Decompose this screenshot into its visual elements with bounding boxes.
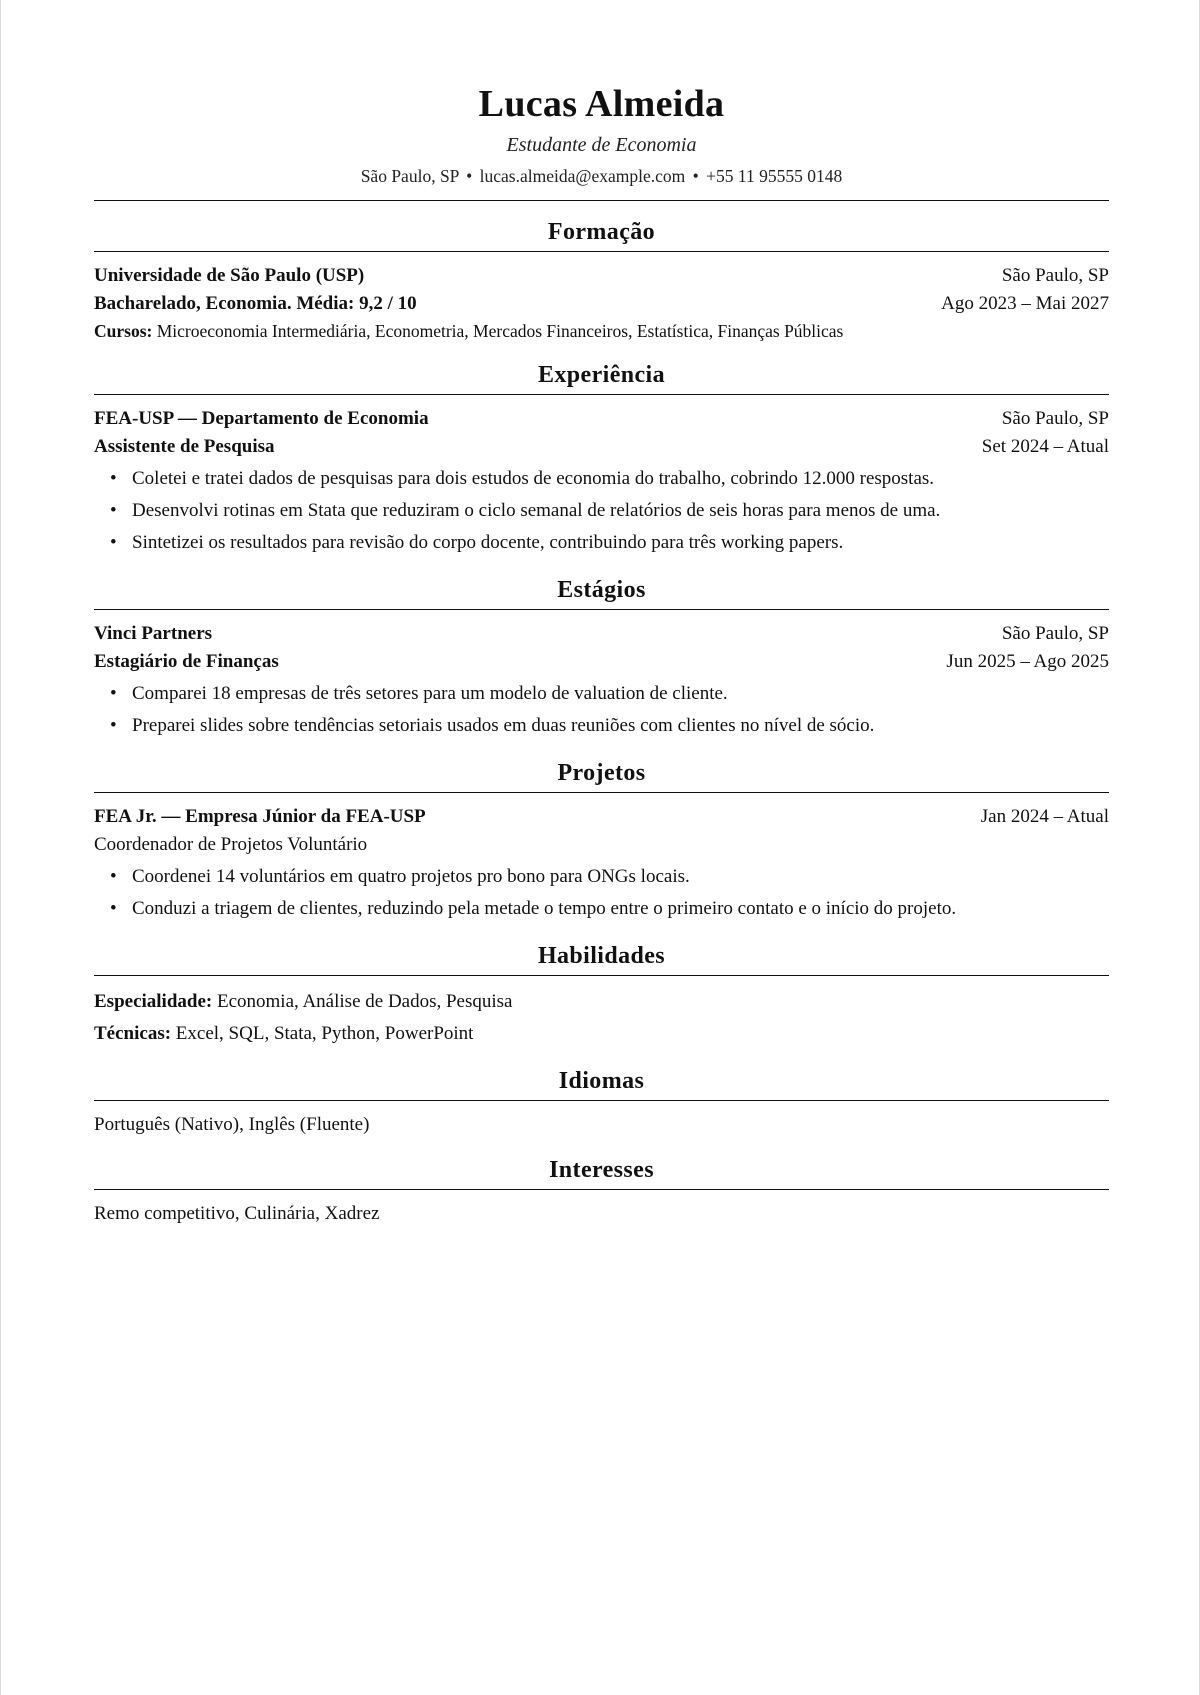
list-item: • Comparei 18 empresas de três setores para um modelo de valuation de cliente.	[110, 678, 1109, 710]
contact-phone: +55 11 95555 0148	[706, 166, 843, 186]
skills-specialty	[94, 986, 1109, 1018]
internship-location: São Paulo, SP	[1001, 623, 1109, 644]
section-title: Experiência	[537, 362, 666, 388]
technical-value: Excel, SQL, Stata, Python, PowerPoint	[175, 1023, 474, 1044]
section-divider	[94, 394, 1109, 395]
interests-text: Remo competitivo, Culinária, Xadrez	[94, 1203, 380, 1224]
contact-line	[94, 162, 1109, 190]
resume-content	[94, 78, 1109, 1228]
section-interests	[94, 1153, 1109, 1228]
list-item: • Desenvolvi rotinas em Stata que reduziram o ciclo semanal de relatórios de seis horas para menos de uma.	[110, 495, 1109, 527]
internship-row-org	[94, 620, 1109, 648]
section-title: Projetos	[557, 760, 646, 786]
education-row-degree	[94, 290, 1109, 318]
section-divider	[94, 1189, 1109, 1190]
internship-row-role	[94, 648, 1109, 676]
section-title: Formação	[547, 219, 656, 245]
section-education	[94, 215, 1109, 344]
experience-bullets	[94, 463, 1109, 559]
experience-row-org	[94, 405, 1109, 433]
contact-email: lucas.almeida@example.com	[479, 166, 686, 186]
courses-list: Microeconomia Intermediária, Econometria, Mercados Financeiros, Estatística, Finanças Públicas	[156, 321, 844, 341]
list-item: • Sintetizei os resultados para revisão do corpo docente, contribuindo para três working papers.	[110, 527, 1109, 559]
header-divider	[94, 200, 1109, 201]
internship-bullets	[94, 678, 1109, 742]
section-title: Habilidades	[537, 943, 666, 969]
experience-role: Assistente de Pesquisa	[94, 436, 275, 457]
internship-role: Estagiário de Finanças	[94, 651, 279, 672]
section-projects	[94, 756, 1109, 925]
languages-text: Português (Nativo), Inglês (Fluente)	[94, 1114, 370, 1135]
section-internships	[94, 573, 1109, 742]
section-divider	[94, 251, 1109, 252]
list-item: • Coletei e tratei dados de pesquisas para dois estudos de economia do trabalho, cobrindo 12.000 respostas.	[110, 463, 1109, 495]
section-divider	[94, 975, 1109, 976]
internship-org: Vinci Partners	[94, 623, 213, 644]
candidate-subtitle: Estudante de Economia	[506, 134, 697, 156]
section-skills	[94, 939, 1109, 1050]
project-dates: Jan 2024 – Atual	[980, 806, 1109, 827]
project-role: Coordenador de Projetos Voluntário	[94, 834, 368, 855]
section-divider	[94, 792, 1109, 793]
project-row-org	[94, 803, 1109, 831]
skills-technical	[94, 1018, 1109, 1050]
contact-separator: •	[692, 166, 699, 186]
experience-row-role	[94, 433, 1109, 461]
experience-location: São Paulo, SP	[1001, 408, 1109, 429]
section-divider	[94, 609, 1109, 610]
contact-separator: •	[466, 166, 473, 186]
education-dates: Ago 2023 – Mai 2027	[941, 293, 1109, 314]
contact-location: São Paulo, SP	[360, 166, 459, 186]
resume-header	[94, 78, 1109, 190]
section-title: Interesses	[549, 1157, 654, 1183]
section-title: Idiomas	[558, 1068, 645, 1094]
education-courses	[94, 318, 1109, 344]
education-school: Universidade de São Paulo (USP)	[94, 265, 365, 286]
project-org: FEA Jr. — Empresa Júnior da FEA-USP	[94, 806, 426, 827]
specialty-value: Economia, Análise de Dados, Pesquisa	[216, 991, 513, 1012]
project-bullets	[94, 861, 1109, 925]
list-item: • Conduzi a triagem de clientes, reduzindo pela metade o tempo entre o primeiro contato e o início do projeto.	[110, 893, 1109, 925]
section-divider	[94, 1100, 1109, 1101]
education-location: São Paulo, SP	[1001, 265, 1109, 286]
section-experience	[94, 358, 1109, 559]
technical-label: Técnicas:	[94, 1023, 172, 1044]
list-item: • Preparei slides sobre tendências setoriais usados em duas reuniões com clientes no nível de sócio.	[110, 710, 1109, 742]
section-title: Estágios	[557, 577, 646, 603]
list-item: • Coordenei 14 voluntários em quatro projetos pro bono para ONGs locais.	[110, 861, 1109, 893]
courses-label: Cursos:	[94, 321, 153, 341]
specialty-label: Especialidade:	[94, 991, 213, 1012]
experience-dates: Set 2024 – Atual	[981, 436, 1109, 457]
experience-org: FEA-USP — Departamento de Economia	[94, 408, 429, 429]
section-languages	[94, 1064, 1109, 1139]
internship-dates: Jun 2025 – Ago 2025	[946, 651, 1109, 672]
education-degree: Bacharelado, Economia. Média: 9,2 / 10	[94, 293, 417, 314]
candidate-name: Lucas Almeida	[478, 83, 725, 125]
education-row-school	[94, 262, 1109, 290]
